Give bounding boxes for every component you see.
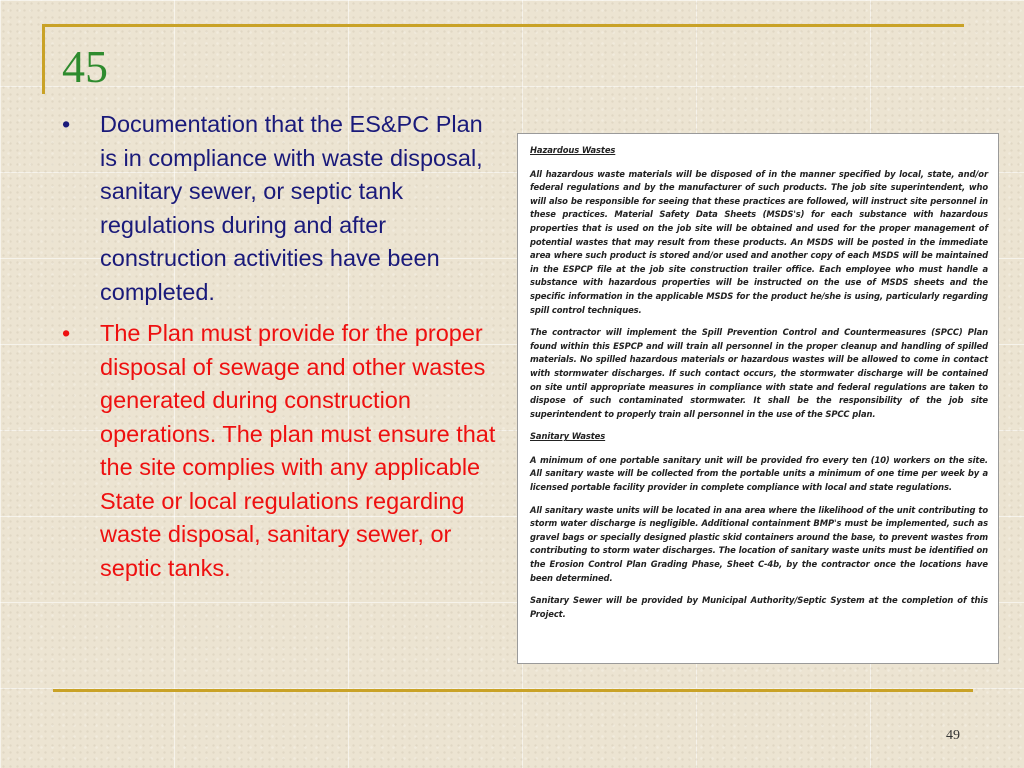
- heading-sanitary-wastes: Sanitary Wastes: [530, 431, 606, 442]
- slide-title: 45: [62, 41, 108, 92]
- hazardous-paragraph-2: The contractor will implement the Spill Prevention Control and Countermeasures (SPCC) Plan found within this ESPCP and will train all personnel in the proper cleanup and handling of spilled materials. No spilled hazardous materials or hazardous wastes will be allowed to come in contact with stormwater discharges. If such contact occurs, the stormwater discharge will be contained on site until appropriate measures in compliance with state and federal regulations are taken to dispose of such contaminated stormwater. It shall be the responsibility of the job site superintendent to properly train all personnel in the use of the SPCC plan.: [530, 327, 988, 419]
- bullet-marker: •: [62, 320, 71, 346]
- bullet-text: Documentation that the ES&PC Plan is in compliance with waste disposal, sanitary sewer, or septic tank regulations during and after construction activities have been completed.: [100, 111, 483, 305]
- bullet-item-documentation: [60, 108, 500, 309]
- top-gold-rule: [44, 24, 964, 27]
- bullet-text: The Plan must provide for the proper disposal of sewage and other wastes generated during construction operations. The plan must ensure that the site complies with any applicable State or local regulations regarding waste disposal, sanitary sewer, or septic tanks.: [100, 320, 496, 581]
- bullet-list: [60, 108, 500, 593]
- page-number: 49: [946, 728, 960, 743]
- bullet-item-plan-requirement: [60, 317, 500, 585]
- document-scan-image: [517, 133, 999, 664]
- heading-hazardous-wastes: Hazardous Wastes: [530, 145, 616, 155]
- sanitary-paragraph-2: All sanitary waste units will be located in ana area where the likelihood of the unit contributing to storm water discharge is negligible. Additional containment BMP's must be implemented, such as gravel bags or specially designed plastic skid containers around the base, to prevent wastes from contributing to storm water discharges. The location of sanitary waste units must be identified on the Erosion Control Plan Grading Phase, Sheet C-4b, by the contractor once the locations have been determined.: [530, 504, 988, 583]
- hazardous-paragraph-1: All hazardous waste materials will be disposed of in the manner specified by local, state, and/or federal regulations and by the manufacturer of such products. The job site superintendent, who will also be responsible for seeing that these practices are followed, will instruct site personnel in these practices. Material Safety Data Sheets (MSDS's) for each substance with hazardous properties that is used on the job site will be obtained and used for the proper management of potential wastes that may result from these products. An MSDS will be posted in the immediate area where such product is stored and/or used and another copy of each MSDS will be maintained in the ESPCP file at the job site construction trailer office. Each employee who must handle a substance with hazardous properties will be instructed on the use of MSDS sheets and the specific information in the applicable MSDS for the product he/she is using, particularly regarding spill control techniques.: [530, 168, 988, 315]
- left-gold-rule: [42, 24, 45, 94]
- sanitary-paragraph-1: A minimum of one portable sanitary unit will be provided fro every ten (10) workers on the site. All sanitary waste will be collected from the portable units a minimum of one time per week by a licensed portable facility provider in complete compliance with local and state regulations.: [530, 454, 988, 493]
- bottom-gold-rule: [53, 689, 973, 692]
- sanitary-sewer-paragraph: Sanitary Sewer will be provided by Municipal Authority/Septic System at the completion of this Project.: [530, 595, 988, 619]
- bullet-marker: •: [62, 111, 71, 137]
